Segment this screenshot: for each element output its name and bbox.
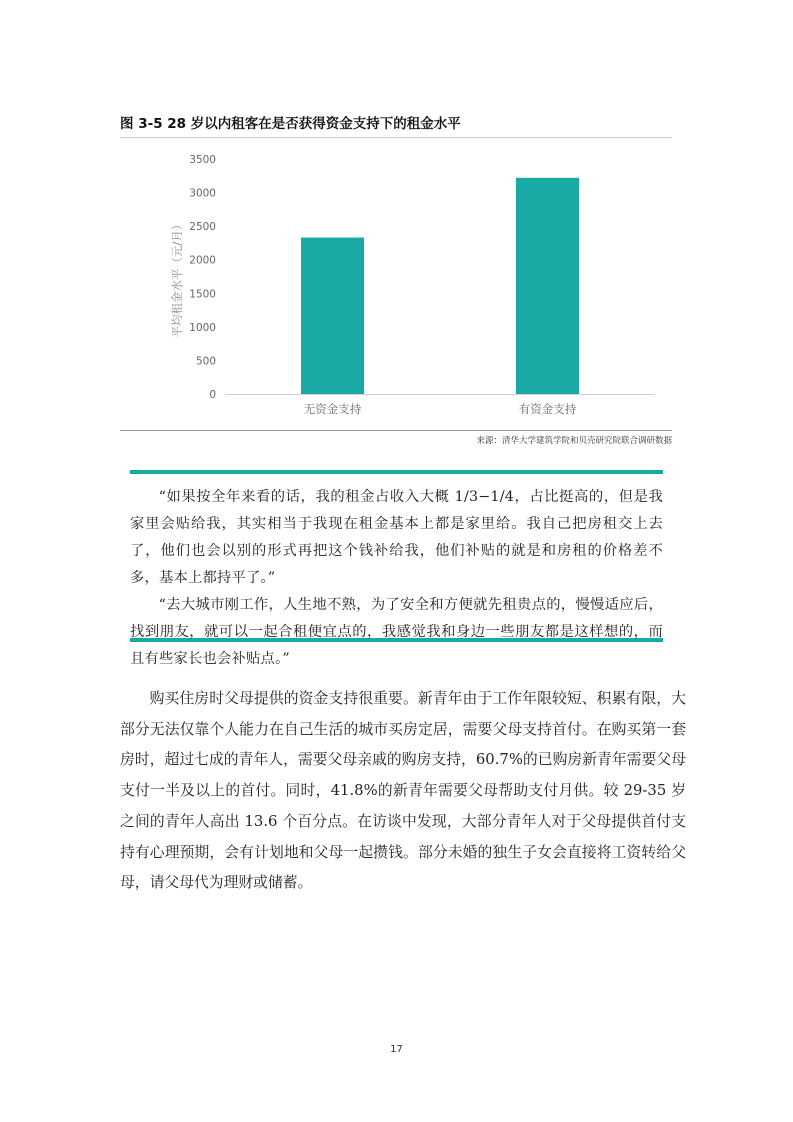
bar (516, 178, 579, 394)
x-tick-label: 有资金支持 (518, 402, 577, 416)
figure-source: 来源：清华大学建筑学院和贝壳研究院联合调研数据 (476, 436, 672, 446)
interview-quote-box (130, 470, 663, 667)
figure-title: 图 3-5 28 岁以内租客在是否获得资金支持下的租金水平 (120, 116, 461, 132)
y-tick-label: 3500 (189, 154, 216, 166)
y-tick-label: 1500 (189, 288, 216, 301)
bars (301, 178, 579, 394)
x-axis-labels (304, 402, 577, 416)
y-tick-label: 1000 (189, 321, 216, 334)
bar-chart (120, 138, 672, 428)
y-tick-label: 500 (195, 355, 216, 368)
body-paragraph: 购买住房时父母提供的资金支持很重要。新青年由于工作年限较短、积累有限，大部分无法仅靠个人能力在自己生活的城市买房定居，需要父母支持首付。在购买第一套房时，超过七成的青年人，需要父母亲戚的购房支持，60.7%的已购房新青年需要父母支付一半及以上的首付。同时，41.8%的新青年需要父母帮助支付月供。较 29-35 岁之间的青年人高出 13.6 个百分点。在访谈中发现，大部分青年人对于父母提供首付支持有心理预期，会有计划地和父母一起攒钱。部分未婚的独生子女会直接将工资转给父母，请父母代为理财或储蓄。 (120, 690, 686, 892)
y-tick-label: 2000 (189, 254, 216, 267)
x-tick-label: 无资金支持 (303, 402, 362, 416)
page-number: 17 (390, 1044, 403, 1055)
interview-quote-1: “如果按全年来看的话，我的租金占收入大概 1/3−1/4，占比挺高的，但是我家里会贴给我，其实相当于我现在租金基本上都是家里给。我自己把房租交上去了，他们也会以别的形式再把这个钱补给我，他们补贴的就是和房租的价格差不多，基本上都持平了。” (130, 489, 663, 586)
y-tick-label: 2500 (189, 221, 216, 234)
bar (301, 238, 364, 394)
y-tick-label: 0 (209, 389, 216, 401)
y-axis-label: 平均租金水平（元/月） (170, 218, 184, 338)
interview-quote-2: “去大城市刚工作，人生地不熟，为了安全和方便就先租贵点的，慢慢适应后，找到朋友，就可以一起合租便宜点的，我感觉我和身边一些朋友都是这样想的，而且有些家长也会补贴点。” (130, 597, 663, 667)
figure-bottom-rule (120, 430, 672, 431)
y-tick-label: 3000 (189, 187, 216, 200)
y-axis-ticks (189, 154, 216, 401)
